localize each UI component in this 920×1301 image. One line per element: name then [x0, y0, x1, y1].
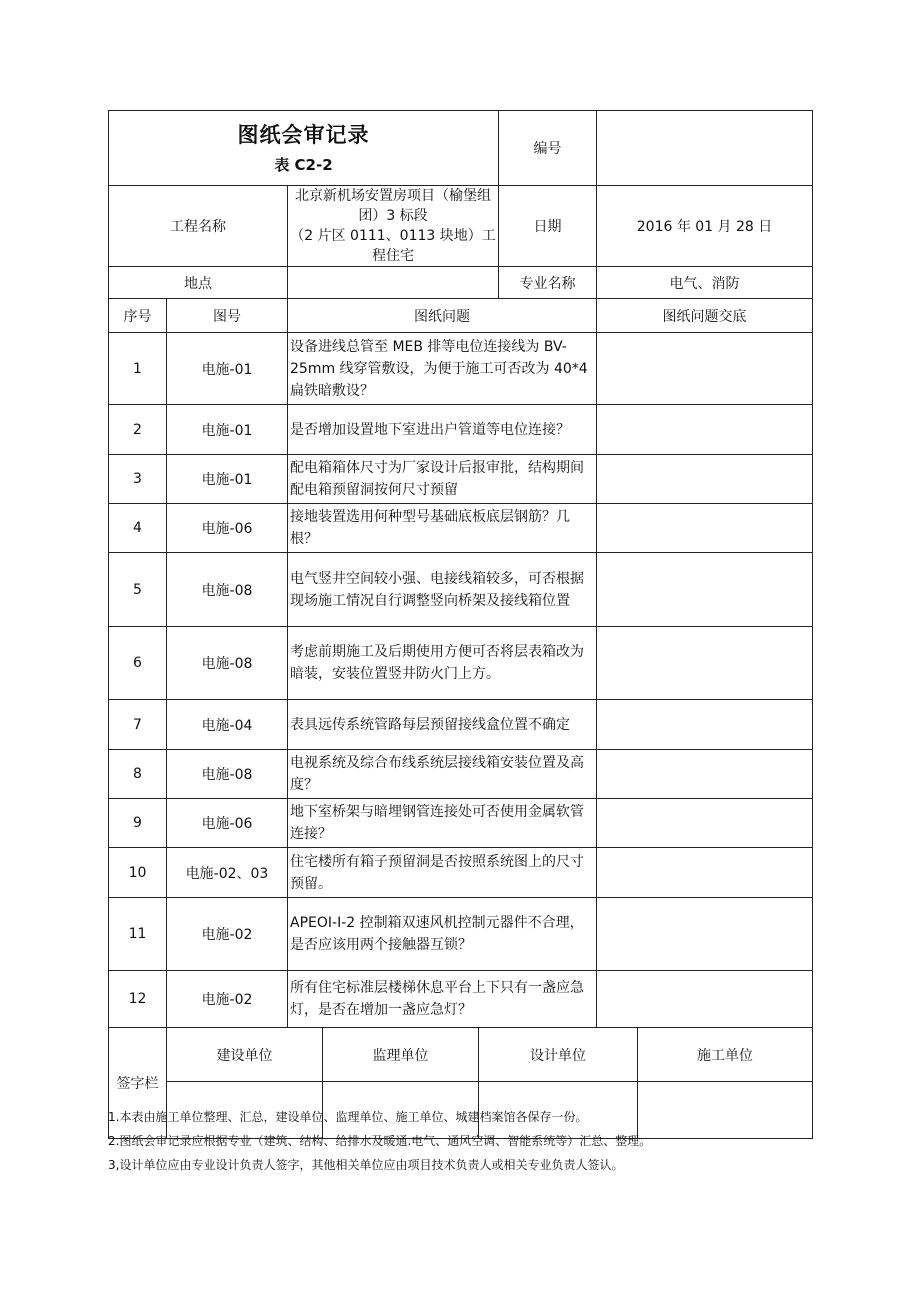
- project-name-line-2: （2 片区 0111、0113 块地）工程住宅: [290, 228, 496, 264]
- column-header-drawing: 图号: [167, 299, 288, 333]
- discipline-label: 专业名称: [499, 267, 597, 299]
- row-drawing: 电施-02: [167, 898, 288, 971]
- project-name-label: 工程名称: [109, 186, 288, 267]
- row-drawing: 电施-06: [167, 799, 288, 848]
- row-issue: APEOI-I-2 控制箱双速风机控制元器件不合理，是否应该用两个接触器互锁？: [288, 898, 597, 971]
- table-row: [109, 971, 813, 1028]
- row-answer[interactable]: [597, 848, 813, 898]
- row-answer[interactable]: [597, 627, 813, 700]
- row-drawing: 电施-08: [167, 627, 288, 700]
- project-name-field[interactable]: [288, 186, 499, 267]
- row-seq: 9: [109, 799, 167, 848]
- row-drawing: 电施-01: [167, 333, 288, 405]
- row-drawing: 电施-02: [167, 971, 288, 1028]
- row-seq: 1: [109, 333, 167, 405]
- row-drawing: 电施-06: [167, 504, 288, 553]
- row-answer[interactable]: [597, 455, 813, 504]
- row-answer[interactable]: [597, 750, 813, 799]
- footnote-2: 2.图纸会审记录应根据专业（建筑、结构、给排水及暖通.电气、通风空调、智能系统等）汇总、整理。: [108, 1134, 652, 1148]
- number-label: 编号: [499, 111, 597, 186]
- row-seq: 2: [109, 405, 167, 455]
- signature-unit-construction: 建设单位: [167, 1028, 323, 1082]
- footnote-1: 1.本表由施工单位整理、汇总，建设单位、监理单位、施工单位、城建档案馆各保存一份。: [108, 1110, 588, 1124]
- row-seq: 7: [109, 700, 167, 750]
- row-issue: 电视系统及综合布线系统层接线箱安装位置及高度？: [288, 750, 597, 799]
- table-row: [109, 455, 813, 504]
- table-row: [109, 898, 813, 971]
- row-issue: 地下室桥架与暗埋钢管连接处可否使用金属软管连接？: [288, 799, 597, 848]
- row-seq: 12: [109, 971, 167, 1028]
- table-row: [109, 553, 813, 627]
- project-name-line-1: 北京新机场安置房项目（榆堡组团）3 标段: [295, 188, 491, 224]
- location-field[interactable]: [288, 267, 499, 299]
- table-row: [109, 799, 813, 848]
- table-row: [109, 627, 813, 700]
- row-answer[interactable]: [597, 971, 813, 1028]
- table-row: [109, 333, 813, 405]
- form-code: 表 C2-2: [274, 155, 333, 174]
- row-seq: 5: [109, 553, 167, 627]
- row-issue: 接地装置选用何种型号基础底板底层钢筋？几根？: [288, 504, 597, 553]
- document-title: 图纸会审记录: [237, 122, 370, 147]
- row-seq: 8: [109, 750, 167, 799]
- row-answer[interactable]: [597, 700, 813, 750]
- signature-unit-supervision: 监理单位: [323, 1028, 479, 1082]
- row-drawing: 电施-01: [167, 405, 288, 455]
- discipline-field[interactable]: 电气、消防: [597, 267, 813, 299]
- column-header-issue: 图纸问题: [288, 299, 597, 333]
- row-seq: 3: [109, 455, 167, 504]
- row-drawing: 电施-02、03: [167, 848, 288, 898]
- row-answer[interactable]: [597, 504, 813, 553]
- row-issue: 是否增加设置地下室进出户管道等电位连接？: [288, 405, 597, 455]
- number-field[interactable]: [597, 111, 813, 186]
- row-drawing: 电施-04: [167, 700, 288, 750]
- table-row: [109, 504, 813, 553]
- date-label: 日期: [499, 186, 597, 267]
- column-header-seq: 序号: [109, 299, 167, 333]
- location-label: 地点: [109, 267, 288, 299]
- review-record-table: [108, 110, 813, 1028]
- row-answer[interactable]: [597, 553, 813, 627]
- row-answer[interactable]: [597, 799, 813, 848]
- row-seq: 11: [109, 898, 167, 971]
- row-issue: 配电箱箱体尺寸为厂家设计后报审批，结构期间配电箱预留洞按何尺寸预留: [288, 455, 597, 504]
- review-record-sheet: [108, 110, 812, 1139]
- row-issue: 电气竖井空间较小强、电接线箱较多，可否根据现场施工情况自行调整竖向桥架及接线箱位置: [288, 553, 597, 627]
- table-row: [109, 405, 813, 455]
- date-field[interactable]: 2016 年 01 月 28 日: [597, 186, 813, 267]
- signature-label: 签字栏: [109, 1028, 167, 1139]
- row-drawing: 电施-08: [167, 553, 288, 627]
- row-seq: 6: [109, 627, 167, 700]
- row-issue: 住宅楼所有箱子预留洞是否按照系统图上的尺寸预留。: [288, 848, 597, 898]
- row-seq: 10: [109, 848, 167, 898]
- row-seq: 4: [109, 504, 167, 553]
- signature-unit-design: 设计单位: [479, 1028, 638, 1082]
- row-drawing: 电施-08: [167, 750, 288, 799]
- footnotes: [108, 1105, 828, 1177]
- signature-unit-contractor: 施工单位: [638, 1028, 813, 1082]
- row-drawing: 电施-01: [167, 455, 288, 504]
- title-cell: [109, 111, 499, 186]
- row-answer[interactable]: [597, 898, 813, 971]
- row-issue: 所有住宅标准层楼梯休息平台上下只有一盏应急灯，是否在增加一盏应急灯？: [288, 971, 597, 1028]
- table-row: [109, 750, 813, 799]
- row-issue: 考虑前期施工及后期使用方便可否将层表箱改为暗装，安装位置竖井防火门上方。: [288, 627, 597, 700]
- row-answer[interactable]: [597, 333, 813, 405]
- table-row: [109, 848, 813, 898]
- row-issue: 表具远传系统管路每层预留接线盒位置不确定: [288, 700, 597, 750]
- row-issue: 设备进线总管至 MEB 排等电位连接线为 BV-25mm 线穿管敷设，为便于施工可否改为 40*4 扁铁暗敷设？: [288, 333, 597, 405]
- row-answer[interactable]: [597, 405, 813, 455]
- table-row: [109, 700, 813, 750]
- column-header-answer: 图纸问题交底: [597, 299, 813, 333]
- footnote-3: 3,设计单位应由专业设计负责人签字，其他相关单位应由项目技术负责人或相关专业负责人签认。: [108, 1158, 624, 1172]
